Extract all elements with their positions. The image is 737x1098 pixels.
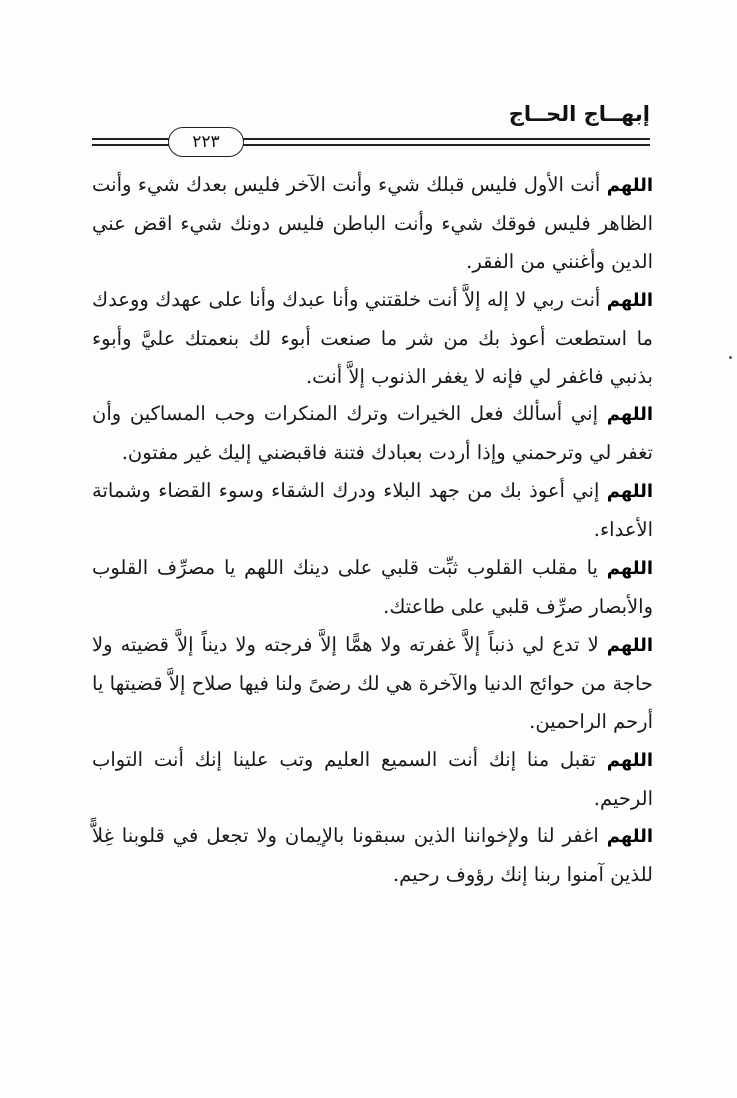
scan-speck [729, 356, 732, 359]
paragraph [92, 166, 653, 281]
paragraph-text: إني أسألك فعل الخيرات وترك المنكرات وحب المساكين وأن تغفر لي وترحمني وإذا أردت بعبادك فتنة فاقبضني إليك غير مفتون. [92, 402, 653, 465]
paragraph [92, 281, 653, 396]
paragraph-text: أنت ربي لا إله إلاَّ أنت خلقتني وأنا عبدك وأنا على عهدك ووعدك ما استطعت أعوذ بك من شر ما صنعت أبوء لك بنعمتك عليَّ وأبوء بذنبي فاغفر لي فإنه لا يغفر الذنوب إلاَّ أنت. [92, 287, 653, 388]
paragraph-lead: اللهم [606, 558, 653, 580]
paragraph-text: اغفر لنا ولإخواننا الذين سبقونا بالإيمان ولا تجعل في قلوبنا غِلاًّ للذين آمنوا ربنا إنك رؤوف رحيم. [92, 824, 653, 887]
paragraph-lead: اللهم [606, 481, 653, 503]
supplication-text [92, 166, 653, 894]
paragraph-lead: اللهم [606, 404, 653, 426]
paragraph-lead: اللهم [606, 289, 653, 311]
paragraph-lead: اللهم [606, 175, 653, 196]
paragraph-text: يا مقلب القلوب ثبِّت قلبي على دينك اللهم يا مصرِّف القلوب والأبصار صرِّف قلبي على طاعتك. [92, 556, 653, 618]
paragraph-text: لا تدع لي ذنباً إلاَّ غفرته ولا همًّا إلاَّ فرجته ولا ديناً إلاَّ قضيته ولا حاجة من حوائج الدنيا والآخرة هي لك رضىً ولنا فيها صلاح إلاَّ قضيتها يا أرحم الراحمين. [92, 632, 653, 733]
paragraph-lead: اللهم [606, 634, 653, 656]
paragraph [92, 395, 653, 472]
paragraph-lead: اللهم [606, 826, 653, 848]
page-number: ٢٢٣ [168, 127, 244, 157]
paragraph [92, 817, 653, 894]
paragraph-text: تقبل منا إنك أنت السميع العليم وتب علينا إنك أنت التواب الرحيم. [92, 747, 653, 810]
paragraph-lead: اللهم [606, 749, 653, 771]
paragraph-text: إني أعوذ بك من جهد البلاء ودرك الشقاء وسوء القضاء وشماتة الأعداء. [92, 479, 653, 542]
paragraph-text: أنت الأول فليس قبلك شيء وأنت الآخر فليس بعدك شيء وأنت الظاهر فليس فوقك شيء وأنت الباطن فليس دونك شيء اقض عني الدين وأغنني من الفقر. [92, 173, 653, 273]
paragraph [92, 472, 653, 549]
paragraph [92, 741, 653, 818]
paragraph [92, 549, 653, 626]
paragraph [92, 626, 653, 741]
page-header [92, 100, 650, 160]
running-title: إبهــاج الحــاج [508, 102, 650, 126]
